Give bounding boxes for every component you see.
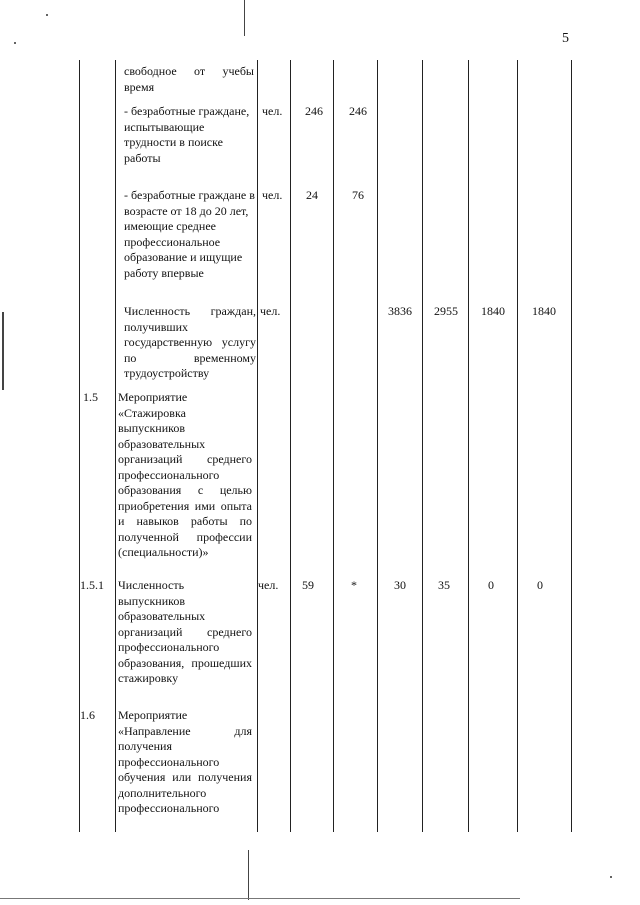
column-rule (257, 60, 258, 832)
row-description: - безработные граждане в возрасте от 18 до 20 лет, имеющие среднее профессиональное образование и ищущие работу впервые (124, 188, 255, 280)
column-rule (377, 60, 378, 832)
row-value: 30 (394, 578, 406, 592)
row-description: свободное от учебы время (124, 64, 254, 94)
column-rule (517, 60, 518, 832)
row-value: * (351, 578, 357, 592)
row-description: Численность граждан, получивших государственную услугу по временному трудоустройству (124, 304, 256, 380)
row-value: 24 (306, 188, 318, 202)
row-value: 3836 (388, 304, 412, 318)
row-number: 1.5 (83, 390, 98, 404)
row-description: - безработные граждане, испытывающие трудности в поиске работы (124, 104, 250, 165)
row-value: 0 (537, 578, 543, 592)
row-unit: чел. (260, 304, 281, 318)
row-value: 76 (352, 188, 364, 202)
row-value: 35 (438, 578, 450, 592)
column-rule (468, 60, 469, 832)
column-rule (571, 60, 572, 832)
row-number: 1.6 (80, 708, 95, 722)
row-value: 1840 (481, 304, 505, 318)
row-value: 0 (488, 578, 494, 592)
page-number: 5 (562, 31, 569, 46)
row-description: Численность выпускников образовательных организаций среднего профессионального образования, прошедших стажировку (118, 578, 252, 685)
row-number: 1.5.1 (80, 578, 104, 592)
scan-mark-left (2, 312, 4, 390)
column-rule (115, 60, 116, 832)
scan-dot (610, 876, 612, 878)
scan-dot (46, 14, 48, 16)
row-value: 2955 (434, 304, 458, 318)
row-value: 1840 (532, 304, 556, 318)
row-value: 59 (302, 578, 314, 592)
scan-mark-top (244, 0, 245, 36)
row-unit: чел. (258, 578, 279, 592)
scan-mark-footer (0, 898, 520, 899)
column-rule (333, 60, 334, 832)
row-unit: чел. (262, 188, 283, 202)
row-description: Мероприятие «Направление для получения профессионального обучения или получения дополнительного профессионального (118, 708, 252, 815)
row-value: 246 (349, 104, 367, 118)
scan-dot (14, 42, 16, 44)
row-description: Мероприятие «Стажировка выпускников образовательных организаций среднего профессионального образования с целью приобретения ими опыта и навыков работы по полученной профессии (специальности)» (118, 390, 252, 559)
row-unit: чел. (262, 104, 283, 118)
scan-mark-bottom (248, 850, 249, 900)
row-value: 246 (305, 104, 323, 118)
column-rule (422, 60, 423, 832)
column-rule (290, 60, 291, 832)
